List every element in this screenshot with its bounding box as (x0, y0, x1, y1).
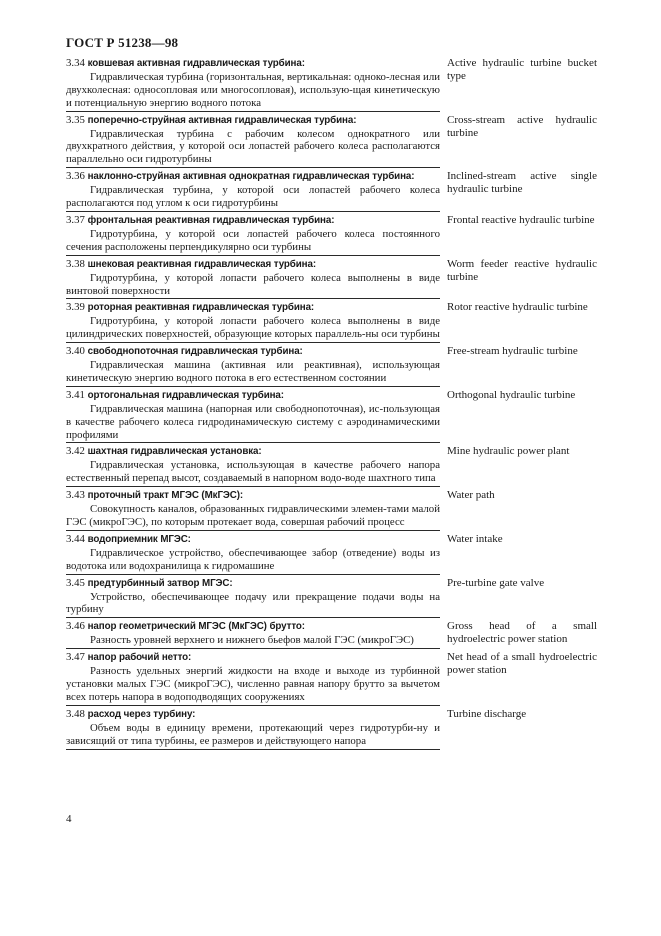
term-definition: Разность удельных энергий жидкости на входе и выходе из турбинной установки малых ГЭС (микроГЭС), численно равная напору брутто за вычетом всех потерь напора в водоподводящих сооружениях (66, 665, 440, 703)
term-entry (0, 577, 661, 617)
term-name: напор геометрический МГЭС (МкГЭС) брутто: (87, 621, 305, 633)
term-entry (0, 708, 661, 748)
term-definition: Гидротурбина, у которой лопасти рабочего колеса выполнены в виде цилиндрических поверхностей, образующие которых параллель-ны оси турбины (66, 315, 440, 341)
term-name: проточный тракт МГЭС (МкГЭС): (87, 490, 244, 502)
term-definition: Гидравлическая турбина, у которой оси лопастей рабочего колеса располагаются под углом к оси гидротурбины (66, 184, 440, 210)
term-number: 3.37 (66, 213, 85, 226)
entry-divider (66, 386, 440, 387)
term-definition: Гидравлическая турбина с рабочим колесом однократного или двухкратного действия, у которой оси лопастей рабочего колеса располагаются параллельно оси гидротурбины (66, 127, 440, 166)
term-number: 3.34 (66, 57, 85, 69)
term-entry (0, 258, 661, 298)
term-number: 3.45 (66, 576, 85, 589)
term-name: расход через турбину: (87, 708, 196, 720)
term-title (66, 651, 440, 665)
term-name: шахтная гидравлическая установка: (87, 446, 262, 458)
term-title (66, 389, 440, 403)
term-title (66, 214, 440, 228)
term-entry (0, 57, 661, 110)
document-header: ГОСТ Р 51238—98 (66, 35, 179, 50)
term-definition: Устройство, обеспечивающее подачу или прекращение подачи воды на турбину (66, 590, 440, 616)
term-title (66, 170, 440, 184)
entry-divider (66, 442, 440, 443)
term-title (66, 708, 440, 722)
term-russian (66, 301, 440, 341)
term-english: Water path (447, 489, 495, 502)
entry-divider (66, 211, 440, 212)
term-english: Turbine discharge (447, 707, 527, 720)
term-entry (0, 651, 661, 704)
term-entry (0, 620, 661, 647)
term-title (66, 345, 440, 359)
term-name: шнековая реактивная гидравлическая турбина: (87, 258, 317, 270)
term-name: ковшевая активная гидравлическая турбина: (87, 58, 305, 69)
term-russian (66, 114, 440, 167)
entry-divider (66, 111, 440, 112)
term-russian (66, 533, 440, 573)
term-definition: Гидротурбина, у которой лопасти рабочего колеса выполнены в виде винтовой поверхности (66, 271, 440, 297)
term-definition: Гидравлическая машина (напорная или свободнопоточная), ис-пользующая в качестве рабочего колеса гидродинамическую систему с аэродинамическими профилями (66, 402, 440, 441)
term-number: 3.40 (66, 345, 85, 358)
term-russian (66, 389, 440, 442)
entry-divider (66, 749, 440, 750)
term-title (66, 114, 440, 128)
term-entry (0, 301, 661, 341)
entry-divider (66, 705, 440, 706)
term-number: 3.42 (66, 445, 85, 458)
term-definition: Гидравлическая установка, использующая в качестве рабочего напора естественный перепад высот, создаваемый в напорном водо-воде шахтного типа (66, 459, 440, 485)
term-title (66, 258, 440, 272)
term-entry (0, 489, 661, 529)
entry-divider (66, 342, 440, 343)
term-entries (0, 57, 661, 752)
term-name: фронтальная реактивная гидравлическая турбина: (87, 214, 335, 226)
entry-divider (66, 298, 440, 299)
term-number: 3.43 (66, 489, 85, 502)
term-entry (0, 170, 661, 210)
term-name: напор рабочий нетто: (87, 652, 192, 664)
term-english: Free-stream hydraulic turbine (447, 345, 578, 358)
term-name: водоприемник МГЭС: (87, 533, 191, 545)
term-russian (66, 170, 440, 210)
term-english: Frontal reactive hydraulic turbine (447, 213, 595, 226)
term-english: Pre-turbine gate valve (447, 576, 545, 589)
term-russian (66, 57, 440, 110)
term-number: 3.44 (66, 532, 85, 545)
term-definition: Гидротурбина, у которой оси лопастей рабочего колеса постоянного сечения расположены перпендикулярно оси турбины (66, 227, 440, 253)
term-number: 3.46 (66, 620, 85, 633)
term-english: Net head of a small hydroelectric power station (447, 651, 597, 677)
term-title (66, 57, 440, 71)
term-name: ортогональная гидравлическая турбина: (87, 389, 284, 401)
term-number: 3.39 (66, 301, 85, 314)
term-title (66, 577, 440, 591)
term-russian (66, 651, 440, 704)
term-english: Cross-stream active hydraulic turbine (447, 113, 597, 139)
term-russian (66, 577, 440, 617)
term-number: 3.35 (66, 113, 85, 126)
term-entry (0, 533, 661, 573)
entry-divider (66, 167, 440, 168)
term-title (66, 489, 440, 503)
entry-divider (66, 255, 440, 256)
term-russian (66, 214, 440, 254)
entry-divider (66, 530, 440, 531)
term-russian (66, 258, 440, 298)
term-number: 3.48 (66, 707, 85, 720)
entry-divider (66, 617, 440, 618)
term-entry (0, 389, 661, 442)
term-title (66, 445, 440, 459)
term-number: 3.41 (66, 388, 85, 401)
term-english: Worm feeder reactive hydraulic turbine (447, 257, 597, 283)
term-english: Orthogonal hydraulic turbine (447, 388, 576, 401)
term-title (66, 533, 440, 547)
term-name: предтурбинный затвор МГЭС: (87, 577, 233, 589)
term-number: 3.36 (66, 170, 85, 183)
term-definition: Гидравлическое устройство, обеспечивающее забор (отведение) воды из водотока или водохранилища к гидромашине (66, 546, 440, 572)
term-name: свободнопоточная гидравлическая турбина: (87, 346, 303, 358)
term-entry (0, 345, 661, 385)
term-entry (0, 445, 661, 485)
term-title (66, 620, 440, 634)
term-definition: Гидравлическая турбина (горизонтальная, вертикальная: одноко-лесная или двухколесная: односопловая или многосопловая), использую-щая кинетическую и потенциальную энергию водного потока (66, 70, 440, 109)
term-name: поперечно-струйная активная гидравлическая турбина: (87, 114, 357, 126)
term-english: Mine hydraulic power plant (447, 445, 570, 458)
term-definition: Разность уровней верхнего и нижнего бьефов малой ГЭС (микроГЭС) (90, 634, 414, 647)
term-entry (0, 214, 661, 254)
term-entry (0, 114, 661, 167)
term-english: Water intake (447, 532, 503, 545)
entry-divider (66, 648, 440, 649)
term-russian (66, 708, 440, 748)
term-definition: Совокупность каналов, образованных гидравлическими элемен-тами малой ГЭС (микроГЭС), по которым протекает вода, совершая рабочий процесс (66, 503, 440, 528)
term-definition: Гидравлическая машина (активная или реактивная), использующая кинетическую энергию водного потока в его естественном состоянии (66, 359, 440, 384)
page-number: 4 (66, 813, 72, 825)
term-russian (66, 489, 440, 529)
term-russian (66, 445, 440, 485)
term-english: Active hydraulic turbine bucket type (447, 57, 597, 82)
term-russian (66, 345, 440, 385)
term-number: 3.38 (66, 257, 85, 270)
entry-divider (66, 486, 440, 487)
term-english: Gross head of a small hydroelectric power station (447, 620, 597, 646)
term-number: 3.47 (66, 651, 85, 664)
term-name: наклонно-струйная активная однократная гидравлическая турбина: (87, 171, 415, 183)
entry-divider (66, 574, 440, 575)
term-russian (66, 620, 440, 647)
term-english: Rotor reactive hydraulic turbine (447, 301, 588, 314)
term-definition: Объем воды в единицу времени, протекающий через гидротурби-ну и зависящий от типа турбины, ее размеров и действующего напора (66, 721, 440, 747)
term-english: Inclined-stream active single hydraulic turbine (447, 170, 597, 196)
term-title (66, 301, 440, 315)
term-name: роторная реактивная гидравлическая турбина: (87, 302, 315, 314)
